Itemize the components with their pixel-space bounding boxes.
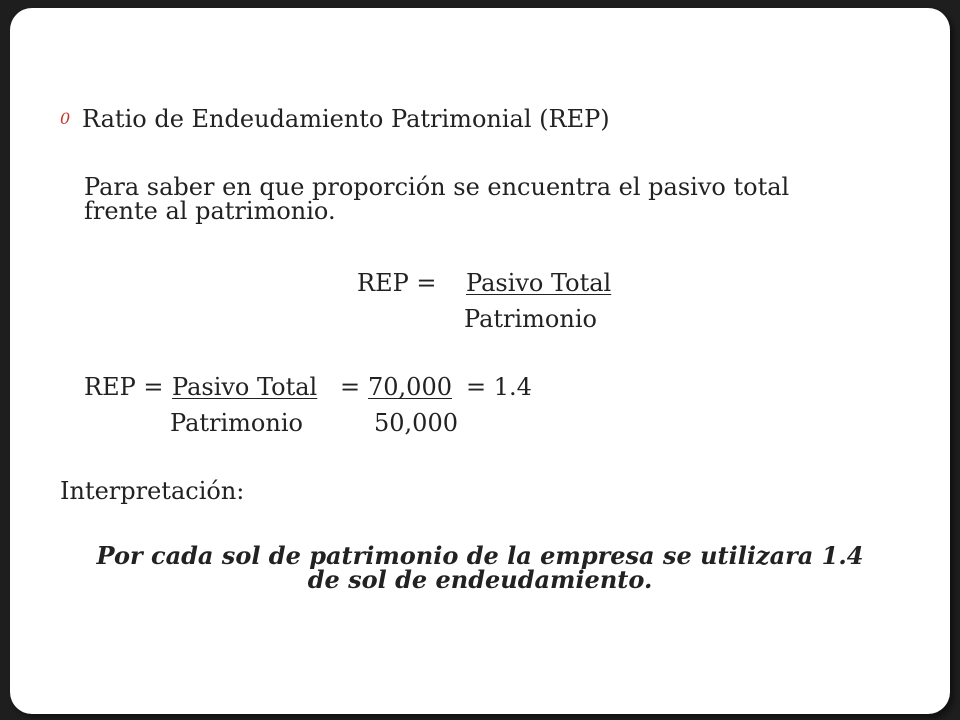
calc-value-numerator: 70,000 xyxy=(368,373,452,401)
calc-denominator: Patrimonio xyxy=(170,409,303,437)
calc-lhs: REP = xyxy=(84,373,164,401)
calc-equals: = xyxy=(340,373,361,401)
formula-lhs: REP = xyxy=(357,269,437,297)
description-line-2: frente al patrimonio. xyxy=(84,197,336,225)
conclusion-line-1: Por cada sol de patrimonio de la empresa se utilizara 1.4 xyxy=(96,541,864,570)
conclusion-line-2: de sol de endeudamiento. xyxy=(307,565,653,594)
description-line-1: Para saber en que proporción se encuentra el pasivo total xyxy=(84,173,790,201)
slide xyxy=(10,8,950,714)
calc-numerator: Pasivo Total xyxy=(172,373,318,401)
formula-numerator: Pasivo Total xyxy=(466,269,612,297)
interpretation-label: Interpretación: xyxy=(60,477,245,505)
calc-result: = 1.4 xyxy=(466,373,532,401)
bullet-marker: 0 xyxy=(60,109,71,128)
slide-heading: Ratio de Endeudamiento Patrimonial (REP) xyxy=(82,105,610,133)
calc-value-denominator: 50,000 xyxy=(374,409,458,437)
formula-denominator: Patrimonio xyxy=(464,305,597,333)
